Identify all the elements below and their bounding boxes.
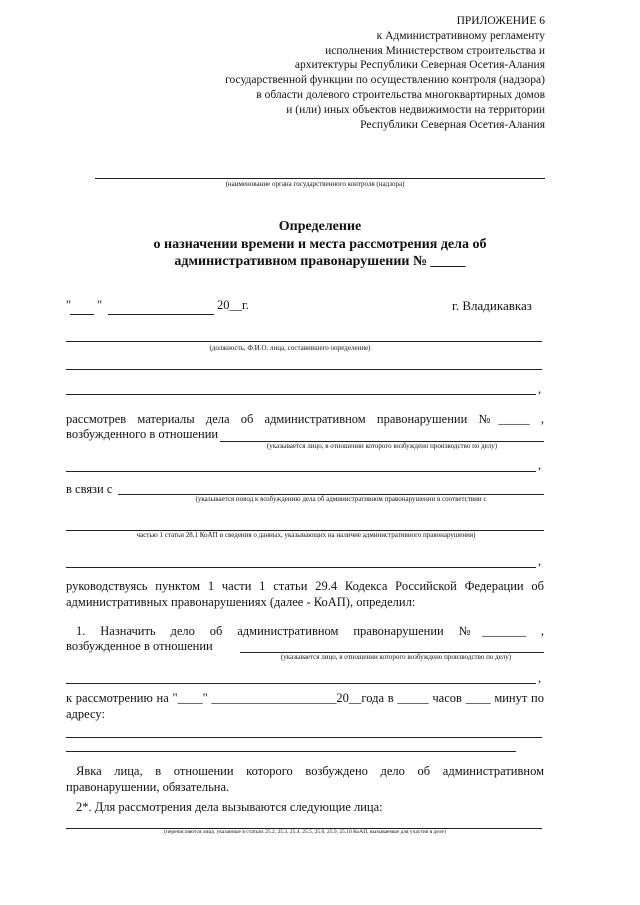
authority-blank-line[interactable] [95,178,545,179]
item2-caption: (перечисляются лица, указанные в статьях 25.2, 25.3, 25.4, 25.5, 25.6, 25.9, 25.10 КоАП, вызываемые для участия в деле) [164,829,446,835]
item1-caption: (указывается лицо, в отношении которого возбуждено производство по делу) [280,653,512,661]
date-year: 20__г. [217,298,249,312]
guided-line1: руководствуясь пунктом 1 части 1 статьи 29.4 Кодекса Российской Федерации об [66,579,544,593]
date-quote-open: " [66,298,72,312]
appendix-line: исполнения Министерством строительства и [325,44,545,57]
authority-caption: (наименование органа государственного контроля (надзора) [225,180,405,188]
document-title [0,218,640,271]
date-quote-close: " [97,298,103,312]
city: г. Владикавказ [452,298,532,313]
in-connection-caption: (указывается повод к возбуждению дела об административном правонарушении в соответствии с [195,495,487,503]
guided-line2: административных правонарушениях (далее - КоАП), определил: [66,595,416,609]
comma: , [538,458,542,472]
blank-line[interactable] [66,369,542,370]
in-connection-label: в связи с [66,482,113,496]
appendix-line: и (или) иных объектов недвижимости на территории [286,103,545,116]
appearance-line2: правонарушении, обязательна. [66,780,230,794]
address-blank[interactable] [66,737,542,738]
appendix-line: к Административному регламенту [376,29,545,42]
appearance-line1: Явка лица, в отношении которого возбуждено дело об административном [76,764,544,778]
item1-line3: к рассмотрению на "____" ____________________20__года в _____ часов ____ минут по [66,691,544,705]
title-line: административном правонарушении № _____ [174,254,466,269]
item1-line2: возбужденное в отношении [66,639,213,653]
position-blank-line[interactable] [66,341,542,342]
blank-line[interactable] [66,471,536,472]
blank-line[interactable] [66,683,536,684]
comma: , [538,671,542,685]
considering-line2: возбужденного в отношении [66,427,219,441]
title-line: Определение [278,219,362,234]
item1-line1: 1. Назначить дело об административном правонарушении №_______ , [76,624,544,638]
considering-line1: рассмотрев материалы дела об административном правонарушении №_____ , [66,412,544,426]
appendix-line: ПРИЛОЖЕНИЕ 6 [456,15,545,27]
position-caption: (должность, Ф.И.О. лица, составившего определение) [209,344,371,352]
appendix-line: в области долевого строительства многоквартирных домов [256,88,545,101]
address-blank[interactable] [66,751,516,752]
appendix-block [225,14,545,132]
title-line: о назначении времени и места рассмотрения дела об [153,236,487,252]
comma: , [538,554,542,568]
in-connection-caption2: частью 1 статьи 28.1 КоАП и сведения о данных, указывающих на наличие административного правонарушения) [136,531,476,539]
date-month-blank[interactable] [108,314,214,315]
item1-line4: адресу: [66,707,105,721]
comma: , [538,382,542,396]
blank-line[interactable] [66,394,536,395]
item2-line1: 2*. Для рассмотрения дела вызываются следующие лица: [76,800,383,814]
appendix-line: государственной функции по осуществлению контроля (надзора) [225,74,545,87]
considering-caption: (указывается лицо, в отношении которого возбуждено производство по делу) [266,442,498,450]
date-day-blank[interactable] [70,314,94,315]
appendix-line: Республики Северная Осетия-Алания [360,118,545,131]
appendix-line: архитектуры Республики Северная Осетия-Алания [294,59,545,72]
blank-line[interactable] [66,567,536,568]
